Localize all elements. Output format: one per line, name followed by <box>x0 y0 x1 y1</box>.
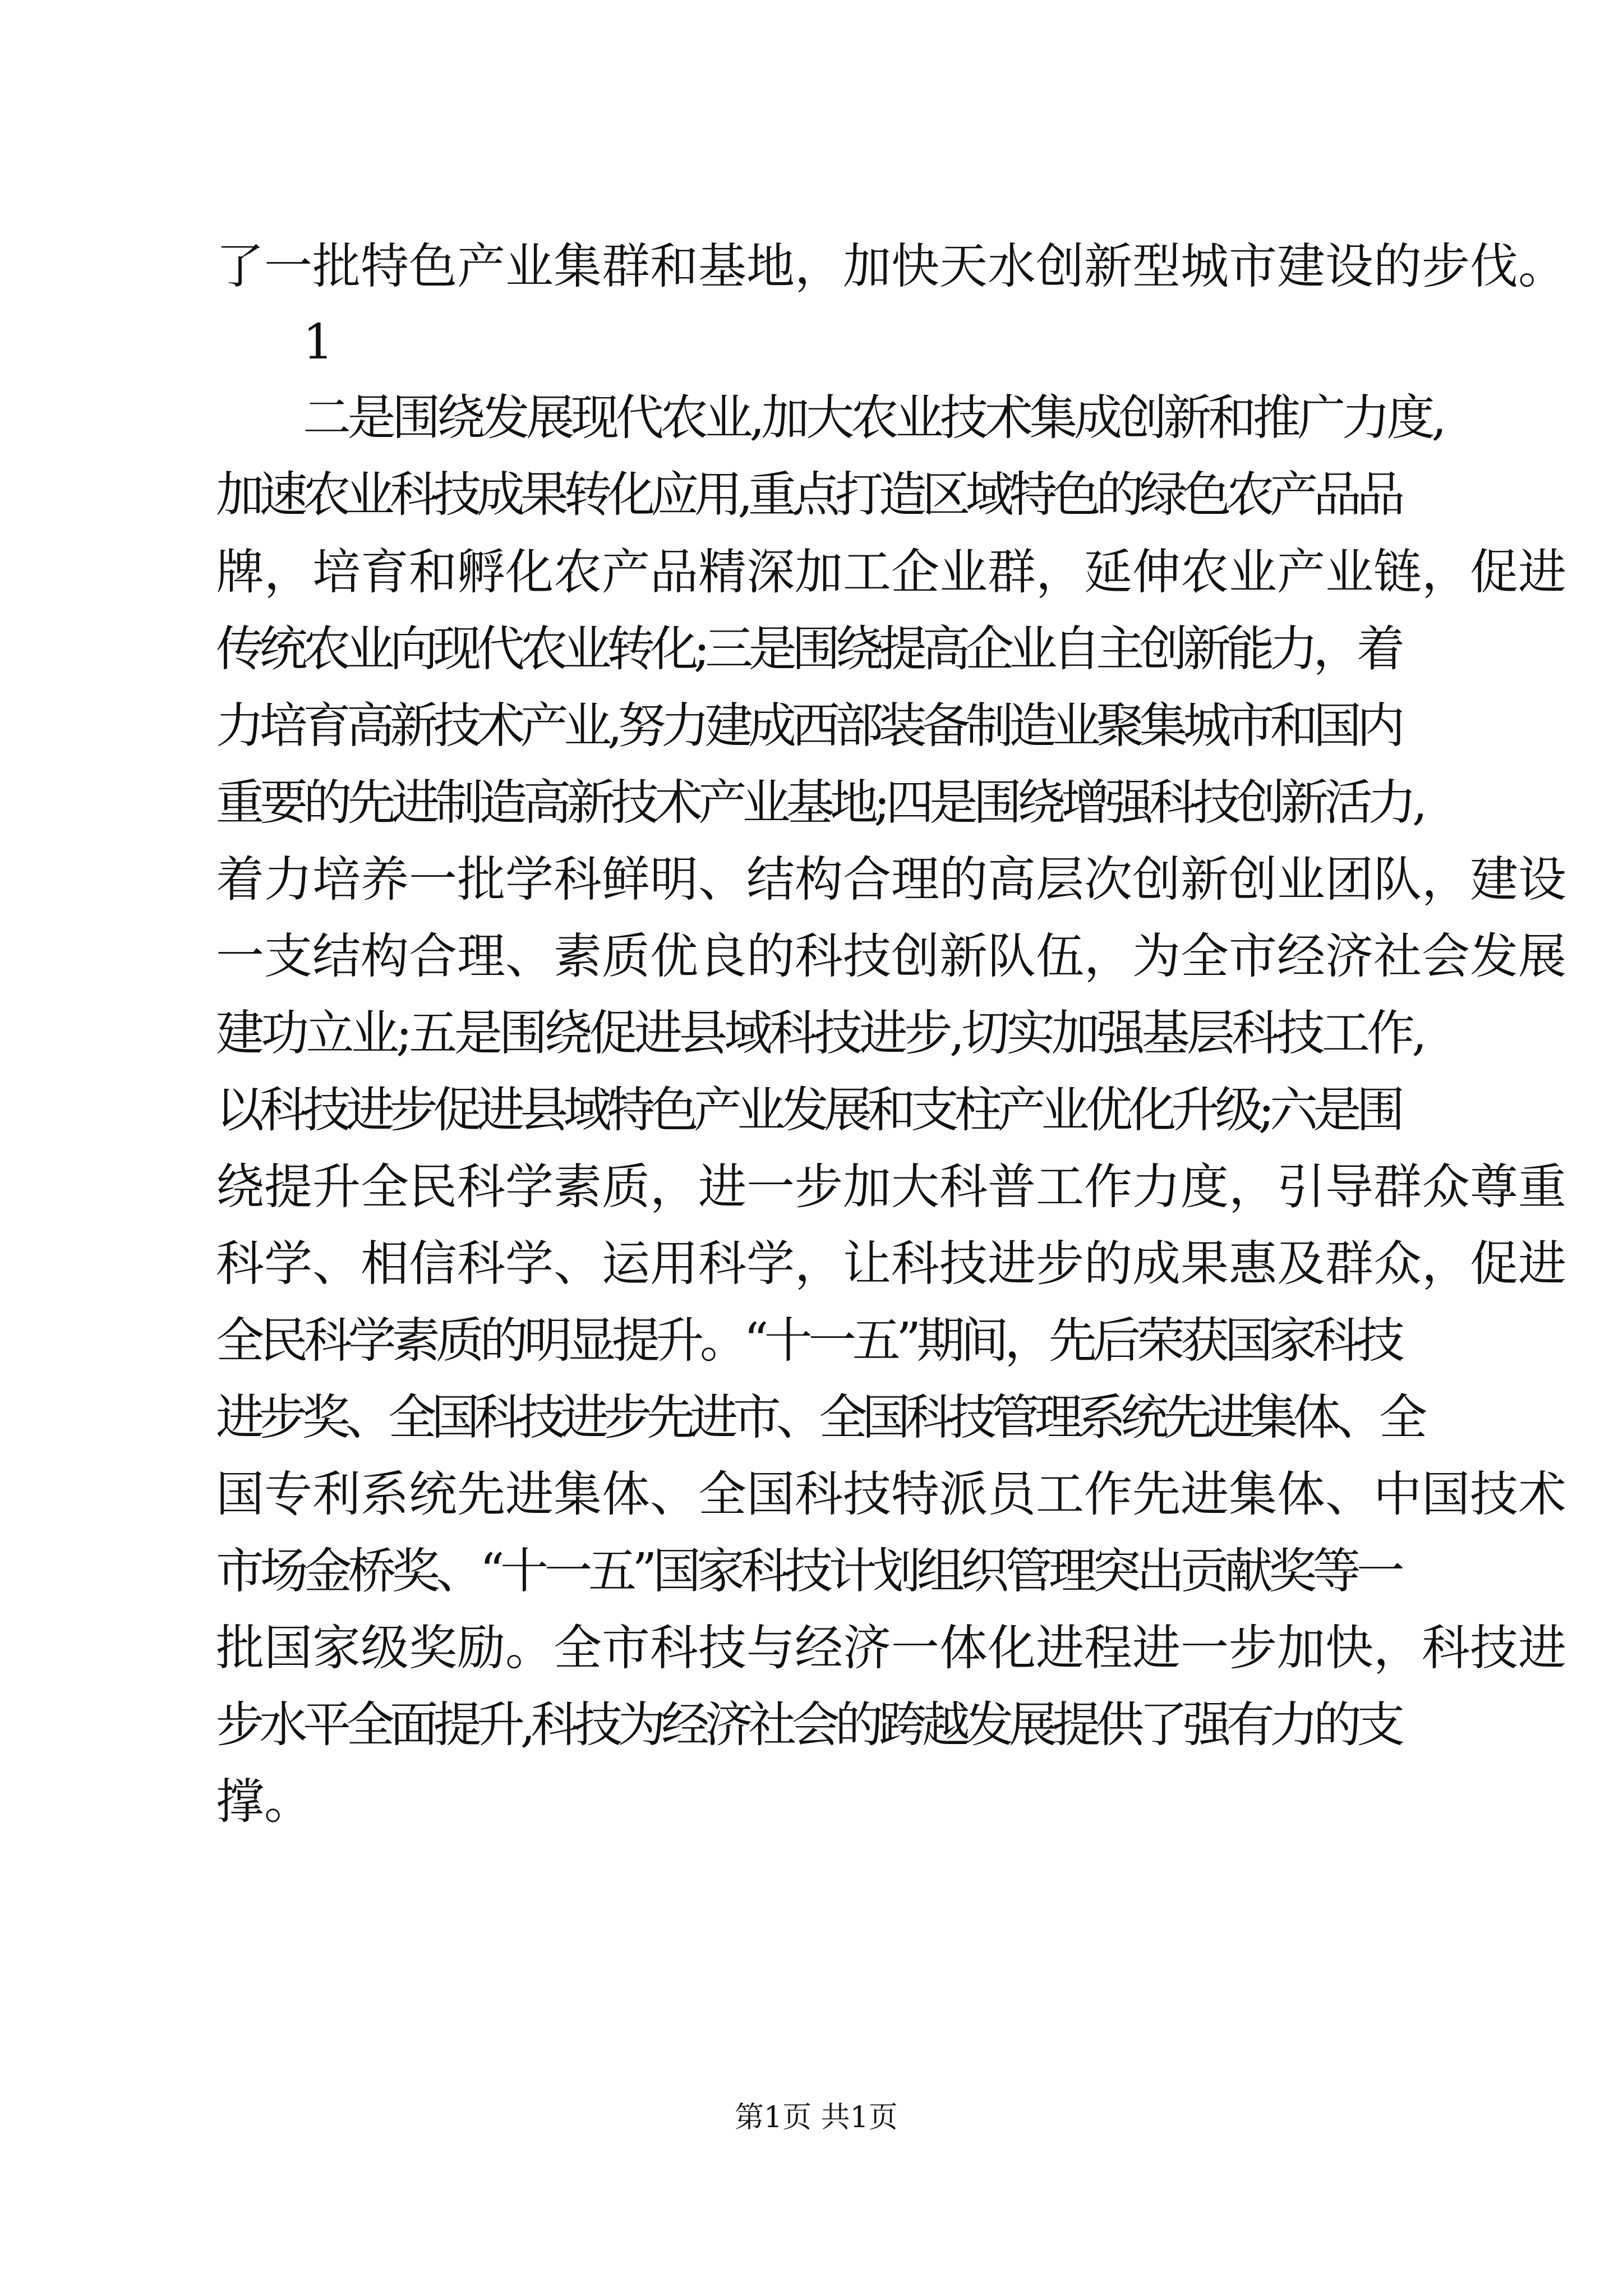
text-line: 以科技进步促进县域特色产业发展和支柱产业优化升级;六是围 <box>216 1082 1400 1138</box>
text-line: 步水平全面提升,科技为经济社会的跨越发展提供了强有力的支 <box>216 1697 1400 1753</box>
text-line: 建功立业;五是围绕促进县域科技进步,切实加强基层科技工作, <box>216 1005 1424 1061</box>
text-line: 绕提升全民科学素质，进一步加大科普工作力度，引导群众尊重 <box>216 1159 1566 1215</box>
page-number: 第1页 共1页 <box>735 2101 898 2134</box>
text-line: 市场金桥奖、“十一五”国家科技计划组织管理突出贡献奖等一 <box>216 1543 1401 1599</box>
text-line: 了一批特色产业集群和基地，加快天水创新型城市建设的步伐。 <box>216 238 1566 295</box>
text-line: 二是围绕发展现代农业,加大农业技术集成创新和推广力度, <box>303 390 1444 446</box>
text-line: 牌，培育和孵化农产品精深加工企业群，延伸农业产业链，促进 <box>216 544 1566 600</box>
text-line: 撑。 <box>216 1774 312 1830</box>
text-line: 批国家级奖励。全市科技与经济一体化进程进一步加快，科技进 <box>216 1620 1566 1676</box>
text-line: 着力培养一批学科鲜明、结构合理的高层次创新创业团队，建设 <box>216 852 1566 908</box>
text-line: 进步奖、全国科技进步先进市、全国科技管理系统先进集体、全 <box>216 1389 1422 1446</box>
text-line: 力培育高新技术产业,努力建成西部装备制造业聚集城市和国内 <box>216 698 1400 754</box>
text-line: 科学、相信科学、运用科学，让科技进步的成果惠及群众，促进 <box>216 1236 1566 1292</box>
text-line: 重要的先进制造高新技术产业基地;四是围绕增强科技创新活力, <box>216 775 1423 831</box>
text-line: 1 <box>303 314 334 370</box>
text-line: 一支结构合理、素质优良的科技创新队伍，为全市经济社会发展 <box>216 928 1566 984</box>
text-line: 传统农业向现代农业转化;三是围绕提高企业自主创新能力，着 <box>216 621 1400 677</box>
text-line: 国专利系统先进集体、全国科技特派员工作先进集体、中国技术 <box>216 1466 1566 1522</box>
text-line: 全民科学素质的明显提升。“十一五”期间，先后荣获国家科技 <box>216 1313 1401 1369</box>
text-line: 加速农业科技成果转化应用,重点打造区域特色的绿色农产品品 <box>216 467 1400 523</box>
